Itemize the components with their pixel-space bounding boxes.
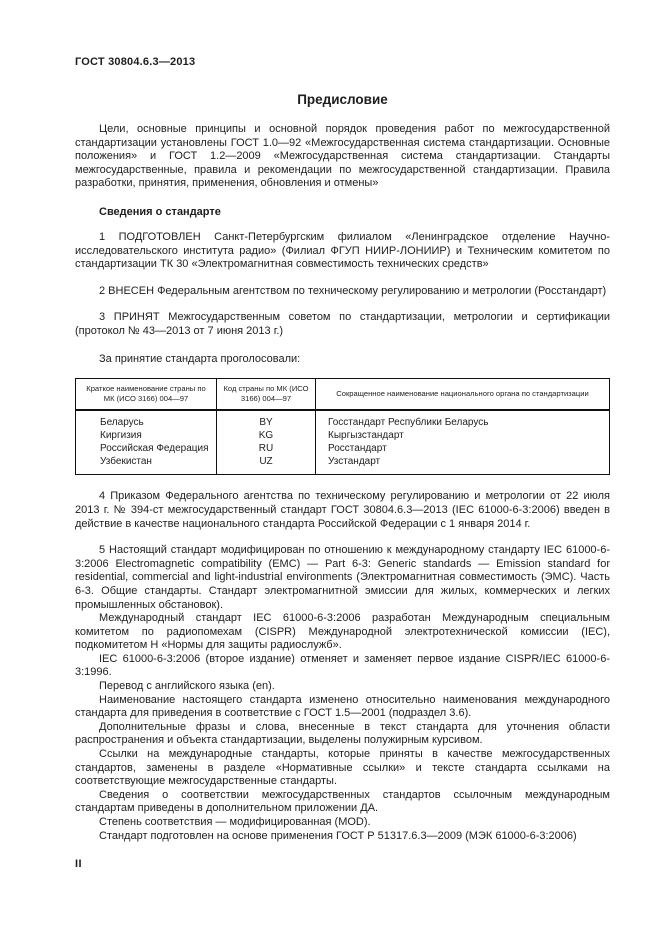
- clause-5-note-9: Стандарт подготовлен на основе применения ГОСТ Р 51317.6.3—2009 (МЭК 61000-6-3:2006): [99, 829, 577, 842]
- org-cell: Узстандарт: [316, 455, 610, 475]
- clause-1: 1 ПОДГОТОВЛЕН Санкт-Петербургским филиалом «Ленинградское отделение Научно-исследовательского института радио» (Филиал ФГУП НИИР-ЛОНИИР) и Техническим комитетом по стандартизации ТК 30 «Электромагнитная совместимость технических средств»: [75, 230, 610, 271]
- voting-table-header: [76, 378, 610, 410]
- country-cell: Киргизия: [100, 429, 142, 441]
- table-row: [76, 455, 610, 475]
- vote-line: За принятие стандарта проголосовали:: [99, 352, 301, 365]
- code-cell: KG: [217, 429, 316, 442]
- org-cell: Росстандарт: [316, 442, 610, 455]
- code-cell: UZ: [217, 455, 316, 475]
- org-cell: Кыргызстандарт: [316, 429, 610, 442]
- clause-5-note-4: Наименование настоящего стандарта изменено относительно наименования международного стандарта для приведения в соответствие с ГОСТ 1.5—2001 (подраздел 3.6).: [75, 693, 610, 720]
- clause-5-note-5: Дополнительные фразы и слова, внесенные в текст стандарта для уточнения области распространения и объекта стандартизации, выделены полужирным курсивом.: [75, 720, 610, 747]
- clause-3: 3 ПРИНЯТ Межгосударственным советом по стандартизации, метрологии и сертификации (протокол № 43—2013 от 7 июня 2013 г.): [75, 311, 610, 337]
- clause-5-note-3: Перевод с английского языка (en).: [99, 680, 275, 693]
- country-cell: Беларусь: [100, 416, 144, 428]
- clause-5-note-8: Степень соответствия — модифицированная (MOD).: [99, 816, 371, 828]
- country-cell: Узбекистан: [100, 456, 152, 468]
- page-number: II: [75, 858, 83, 870]
- clause-5-note-7: Сведения о соответствии межгосударственных стандартов ссылочным международным стандартам приведены в дополнительном приложении ДА.: [75, 788, 610, 815]
- intro-paragraph: Цели, основные принципы и основной порядок проведения работ по межгосударственной стандартизации установлены ГОСТ 1.0—92 «Межгосударственная система стандартизации. Основные положения» и ГОСТ 1.2—2009 «Межгосударственная система стандартизации. Стандарты межгосударственные, правила и рекомендации по межгосударственной стандартизации. Правила разработки, принятия, применения, обновления и отмены»: [75, 123, 610, 190]
- clause-2: 2 ВНЕСЕН Федеральным агентством по техническому регулированию и метрологии (Росстандарт): [99, 284, 607, 297]
- clause-5-note-6: Ссылки на международные стандарты, которые приняты в качестве межгосударственных стандартов, заменены в разделе «Нормативные ссылки» и тексте стандарта ссылками на соответствующие межгосударственные стандарты.: [75, 748, 610, 788]
- table-header-org: Сокращенное наименование национального органа по стандартизации: [316, 378, 610, 410]
- section-heading: Сведения о стандарте: [99, 205, 221, 218]
- page-title: Предисловие: [297, 92, 388, 107]
- table-row: [76, 429, 610, 442]
- clause-5-note-2: IEC 61000-6-3:2006 (второе издание) отменяет и заменяет первое издание CISPR/IEC 61000-6-3:1996.: [75, 652, 610, 679]
- clause-5: 5 Настоящий стандарт модифицирован по отношению к международному стандарту IEC 61000-6-3:2006 Electromagnetic compatibility (EMC) — Part 6-3: Generic standards — Emission standard for residential, commercial and light-industrial environments (Электромагнитная совместимость (ЭМС). Часть 6-3. Общие стандарты. Стандарт электромагнитной эмиссии для жилых, коммерческих и легких промышленных обстановок).: [75, 544, 610, 611]
- table-header-country: Краткое наименование страны по МК (ИСО 3166) 004—97: [76, 378, 217, 410]
- voting-table: [75, 378, 610, 476]
- clause-5-note-1: Международный стандарт IEC 61000-6-3:2006 разработан Международным специальным комитетом по радиопомехам (CISPR) Международной электротехнической комиссии (IEC), подкомитетом Н «Нормы для защиты радиослужб».: [75, 612, 610, 652]
- country-cell: Российская Федерация: [100, 442, 209, 454]
- doc-number: ГОСТ 30804.6.3—2013: [75, 56, 196, 68]
- clause-4: 4 Приказом Федерального агентства по техническому регулированию и метрологии от 22 июля 2013 г. № 394-ст межгосударственный стандарт ГОСТ 30804.6.3—2013 (IEC 61000-6-3:2006) введен в действие в качестве национального стандарта Российской Федерации с 1 января 2014 г.: [75, 490, 610, 530]
- table-row: [76, 410, 610, 429]
- table-header-code: Код страны по МК (ИСО 3166) 004—97: [217, 378, 316, 410]
- table-row: [76, 442, 610, 455]
- code-cell: RU: [217, 442, 316, 455]
- org-cell: Госстандарт Республики Беларусь: [316, 410, 610, 429]
- code-cell: BY: [217, 410, 316, 429]
